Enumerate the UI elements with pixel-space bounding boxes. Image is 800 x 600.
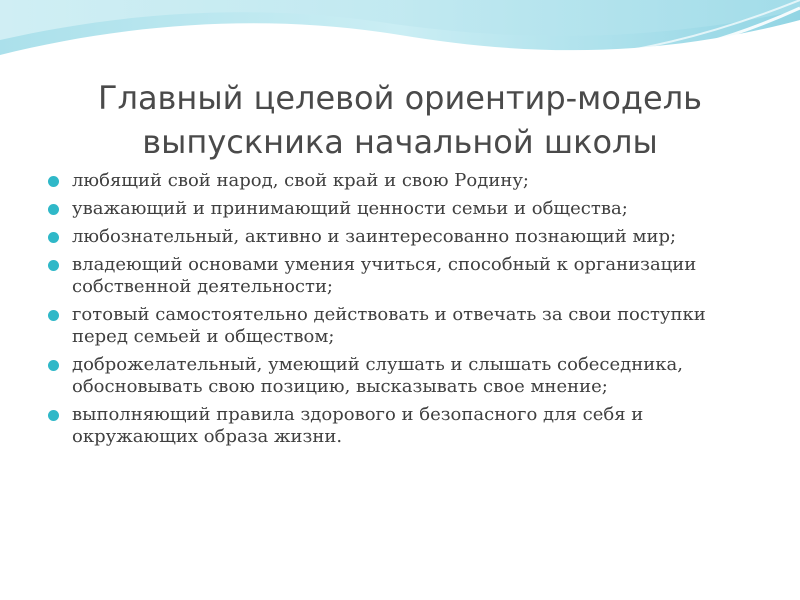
bullet-item <box>46 170 746 192</box>
slide-title-line1: Главный целевой ориентир-модель <box>97 79 703 117</box>
bullet-item <box>46 404 746 448</box>
slide-title <box>40 76 760 164</box>
bullet-item <box>46 254 746 298</box>
circle-bullet-icon <box>48 204 59 215</box>
circle-bullet-icon <box>48 360 59 371</box>
bullet-item <box>46 226 746 248</box>
circle-bullet-icon <box>48 176 59 187</box>
bullet-text: доброжелательный, умеющий слушать и слышать собеседника, обосновывать свою позицию, высказывать свое мнение; <box>72 354 683 397</box>
bullet-text: выполняющий правила здорового и безопасного для себя и окружающих образа жизни. <box>72 404 644 447</box>
bullet-text: любящий свой народ, свой край и свою Родину; <box>72 170 529 191</box>
bullet-item <box>46 354 746 398</box>
circle-bullet-icon <box>48 232 59 243</box>
circle-bullet-icon <box>48 410 59 421</box>
bullet-item <box>46 304 746 348</box>
bullet-text: уважающий и принимающий ценности семьи и общества; <box>72 198 628 219</box>
circle-bullet-icon <box>48 310 59 321</box>
bullet-text: владеющий основами умения учиться, способный к организации собственной деятельности; <box>72 254 697 297</box>
circle-bullet-icon <box>48 260 59 271</box>
bullet-text: готовый самостоятельно действовать и отвечать за свои поступки перед семьей и обществом; <box>72 304 706 347</box>
bullet-item <box>46 198 746 220</box>
bullet-text: любознательный, активно и заинтересованно познающий мир; <box>72 226 677 247</box>
slide-title-line2: выпускника начальной школы <box>142 123 658 161</box>
bullet-list <box>46 170 746 454</box>
